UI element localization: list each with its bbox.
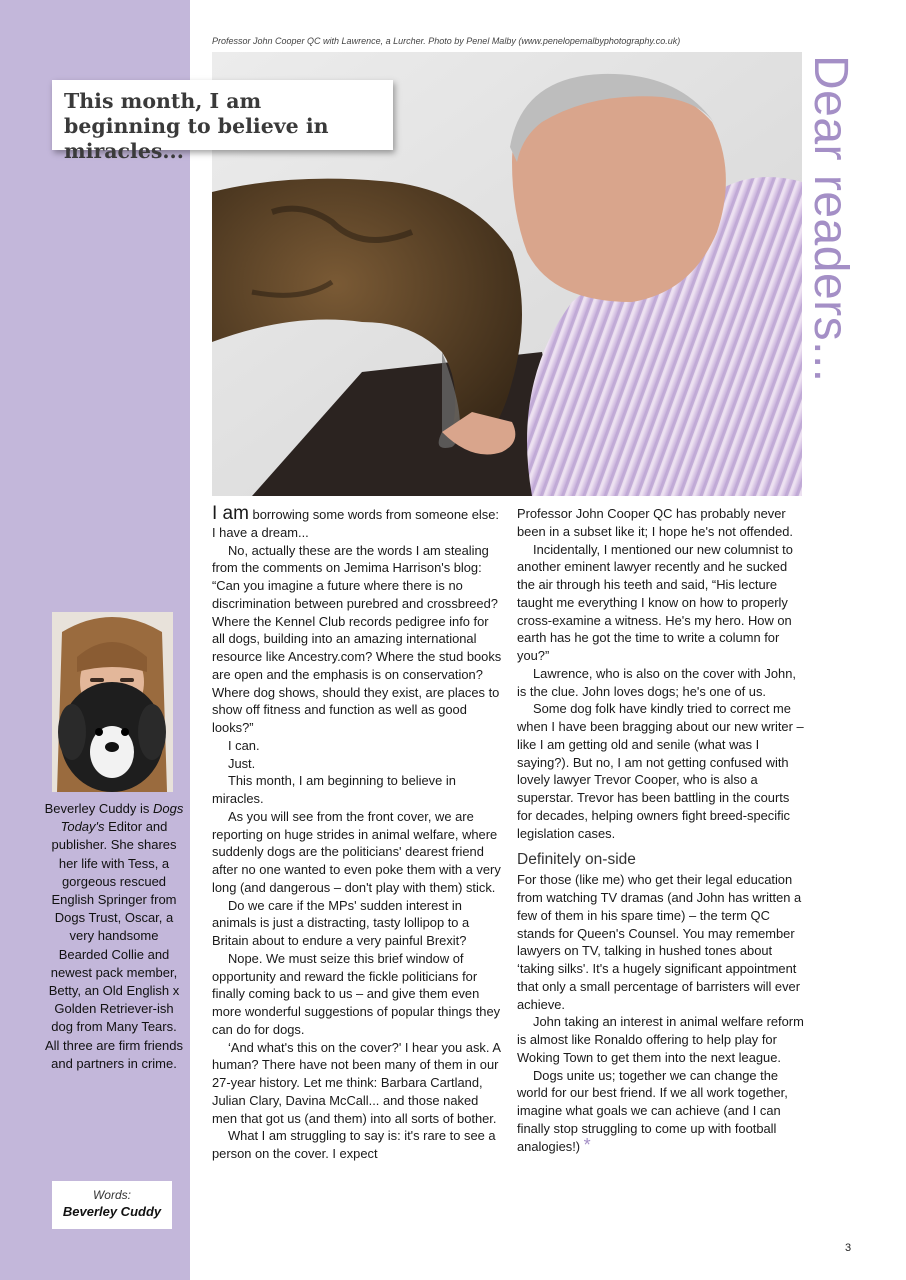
paragraph: ‘And what's this on the cover?' I hear you ask. A human? There have not been many of them in our 27-year history. Let me think: Barbara Cartland, Julian Clary, Davina McCall... and those naked men that got us (and them) into all sorts of bother. [212, 1039, 501, 1126]
article-column-1 [212, 505, 502, 1163]
drop-cap: I am [212, 503, 249, 524]
article-column-2 [517, 505, 807, 1155]
magazine-name: Dogs Today's [60, 801, 184, 835]
paragraph: As you will see from the front cover, we are reporting on huge strides in animal welfare, where suddenly dogs are the politicians' dearest friend after no one wanted to even poke them with a very long (and dangerous – don't play with them) stick. [212, 808, 501, 895]
byline-author: Beverley Cuddy [62, 1204, 162, 1219]
bio-text-2: Editor and publisher. She shares her life with Tess, a gorgeous rescued English Springer from Dogs Trust, Oscar, a very handsome Bearded Collie and newest pack member, Betty, an Old English x Golden Retriever-ish dog from Many Tears. All three are firm friends and partners in crime. [45, 819, 183, 1071]
paragraph [212, 505, 502, 542]
paragraph-text: Dogs unite us; together we can change the world for our best friend. If we all work together, imagine what goals we can achieve (and I can finally stop struggling to come up with football analogies!) [517, 1067, 788, 1154]
page-number: 3 [845, 1242, 852, 1254]
paragraph [517, 1067, 807, 1156]
paragraph: Professor John Cooper QC has probably never been in a subset like it; I hope he's not offended. [517, 506, 793, 539]
paragraph: What I am struggling to say is: it's rare to see a person on the cover. I expect [212, 1128, 496, 1161]
paragraph: John taking an interest in animal welfare reform is almost like Ronaldo offering to help play for Woking Town to get them into the next league. [517, 1014, 804, 1065]
page-heading [805, 55, 855, 385]
subheading: Definitely on-side [517, 851, 636, 869]
paragraph: Some dog folk have kindly tried to correct me when I have been bragging about our new writer – like I am getting old and senile (what was I saying?). But no, I am not getting confused with lovely lawyer Trevor Cooper, who is also a superstar. Trevor has been battling in the courts for decades, helping owners fight breed-specific legislation cases. [517, 701, 804, 841]
paragraph: Nope. We must seize this brief window of opportunity and reward the fickle politicians for finally coming back to us – and give them even more wonderful suggestions of popular things they can do for dogs. [212, 950, 501, 1037]
paragraph: This month, I am beginning to believe in miracles. [212, 773, 456, 806]
paragraph: No, actually these are the words I am stealing from the comments on Jemima Harrison's blog: “Can you imagine a future where there is no discrimination between purebred and crossbreed? Where the Kennel Club records pedigree info for all dogs, building into an amazing international resource like Ancestry.com? Where the stud books are open and the emphasis is on conservation? Where dog shows, should they exist, are places to show off fitness and function as well as good looks?” [212, 542, 502, 735]
pull-quote-box [52, 80, 393, 163]
pull-quote-text: This month, I am beginning to believe in miracles... [64, 89, 329, 163]
bio-text-1: Beverley Cuddy is [44, 801, 154, 816]
byline-label: Words: [92, 1188, 131, 1202]
paragraph: For those (like me) who get their legal education from watching TV dramas (and John has written a few of them in his spare time) – the term QC stands for Queen's Counsel. You may remember lawyers on TV, talking in hushed tones about ‘taking silks'. It's a hugely significant appointment that only a small percentage of barristers will ever achieve. [517, 872, 802, 1012]
paragraph: Do we care if the MPs' sudden interest in animals is just a distracting, tasty lollipop to a Britain about to endure a very painful Brexit? [212, 897, 470, 948]
paragraph: Just. [228, 755, 256, 771]
author-photo [52, 612, 173, 792]
paragraph: I can. [228, 737, 260, 753]
author-bio [44, 800, 184, 1073]
heading-text: Dear readers... [804, 55, 857, 383]
author-illustration [52, 612, 173, 792]
paragraph: Lawrence, who is also on the cover with John, is the clue. John loves dogs; he's one of us. [517, 665, 796, 699]
byline-box [52, 1181, 172, 1229]
end-mark-icon: * [583, 1134, 591, 1155]
paragraph: Incidentally, I mentioned our new columnist to another eminent lawyer recently and he sucked the air through his teeth and said, “His lecture taught me everything I know on how to properly cross-examine a witness. He's my hero. How on earth has he got the time to write a column for you?” [517, 541, 793, 663]
paragraph-text: borrowing some words from someone else: I have a dream... [212, 507, 499, 540]
photo-caption: Professor John Cooper QC with Lawrence, a Lurcher. Photo by Penel Malby (www.penelopemalbyphotography.co.uk) [212, 36, 681, 46]
